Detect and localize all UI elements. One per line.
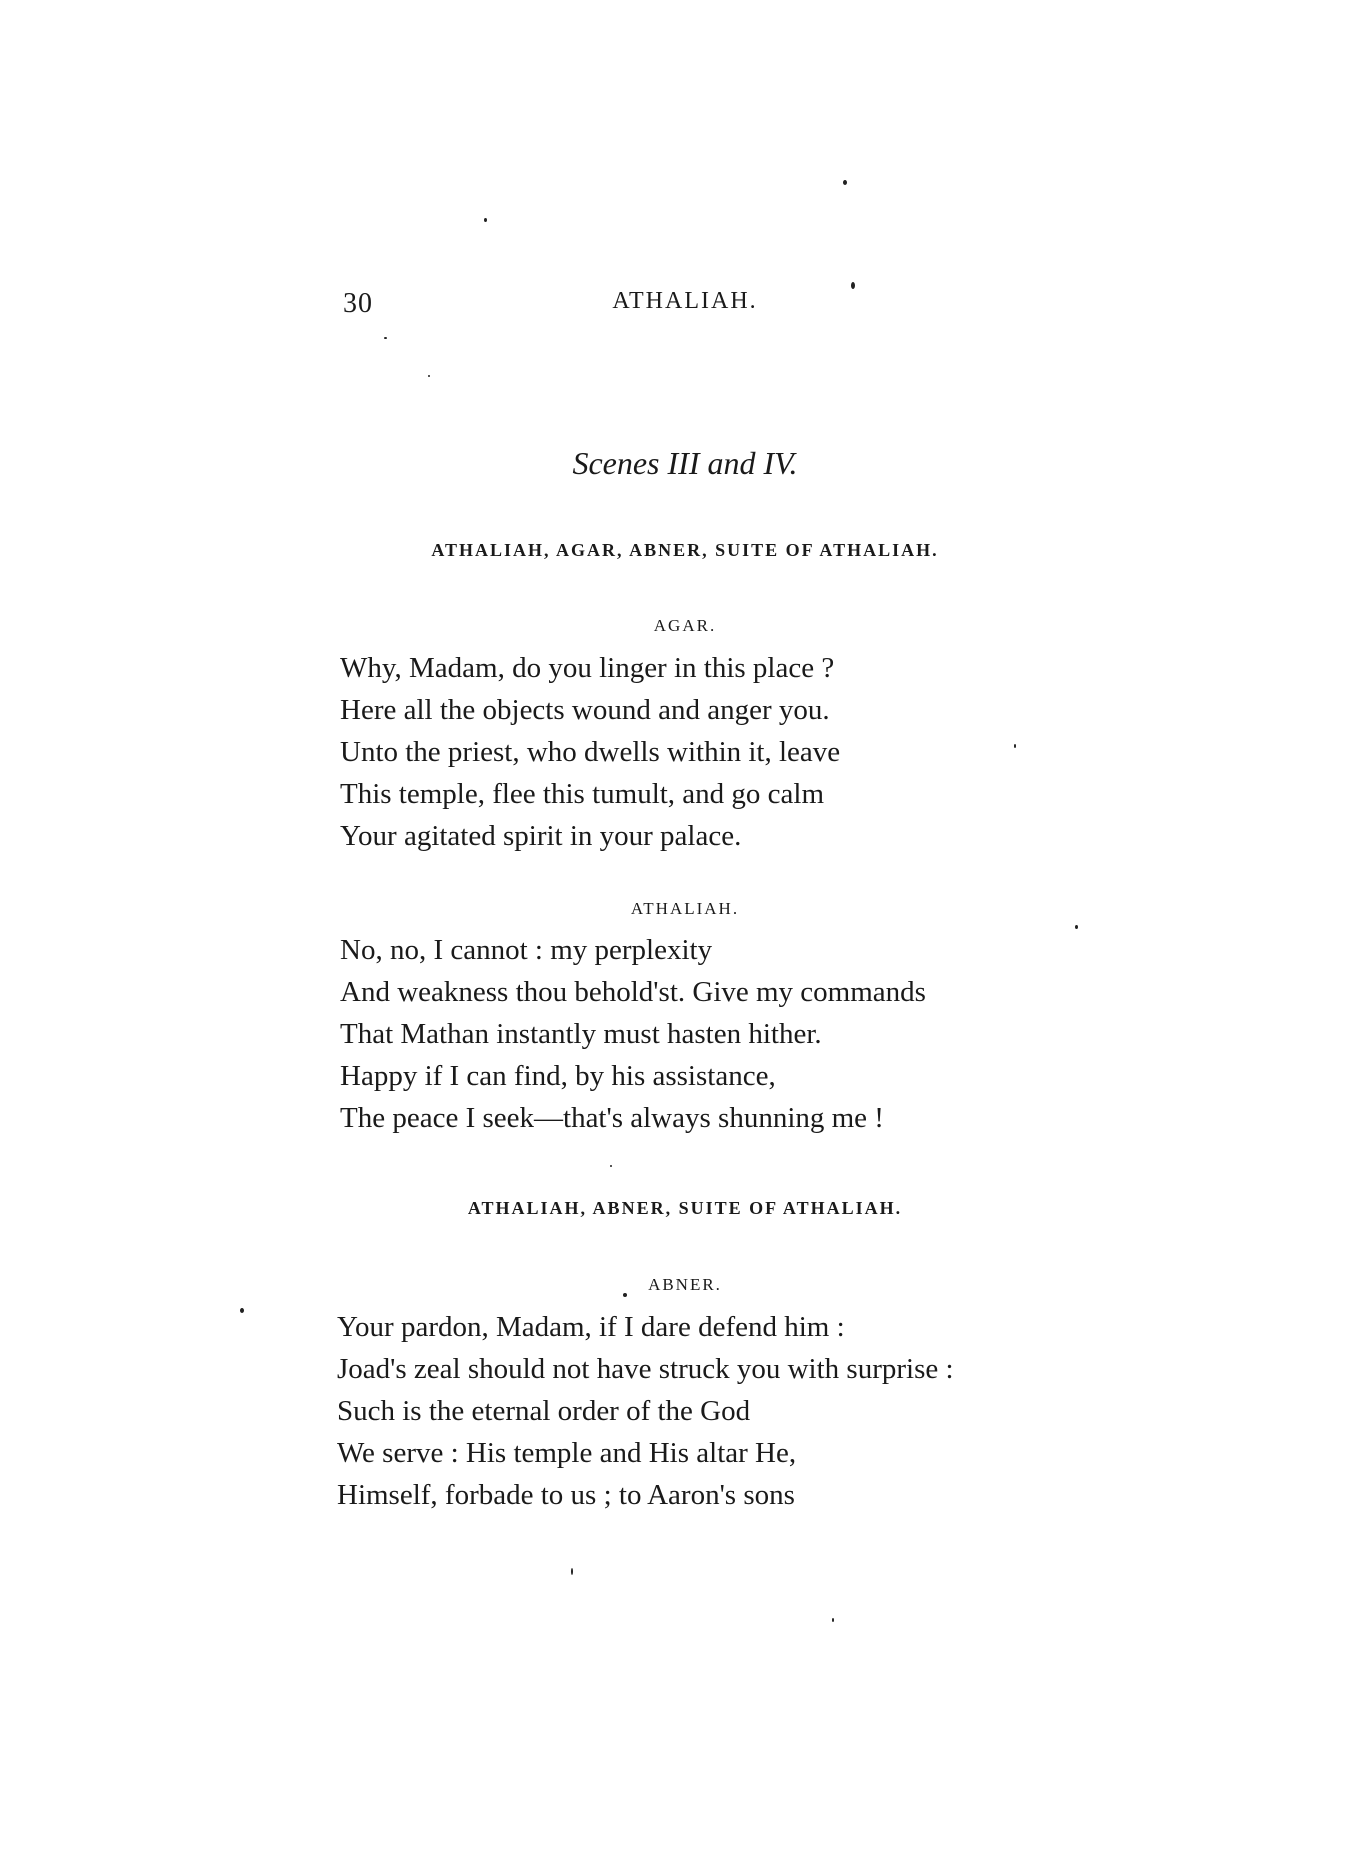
verse-line: The peace I seek—that's always shunning me ! [340, 1102, 884, 1134]
scan-speck [240, 1308, 244, 1313]
scan-speck [1014, 744, 1016, 748]
page-number: 30 [343, 288, 373, 319]
verse-line: Happy if I can find, by his assistance, [340, 1060, 776, 1092]
cast-list-1: ATHALIAH, AGAR, ABNER, SUITE OF ATHALIAH. [431, 540, 939, 560]
cast-list-2: ATHALIAH, ABNER, SUITE OF ATHALIAH. [467, 1198, 903, 1218]
scan-speck [1075, 925, 1078, 929]
verse-line: Himself, forbade to us ; to Aaron's sons [337, 1479, 795, 1511]
verse-line: Here all the objects wound and anger you. [340, 694, 830, 726]
scan-speck [851, 282, 855, 289]
verse-line: And weakness thou behold'st. Give my commands [340, 976, 926, 1008]
speech-abner [337, 1306, 954, 1516]
scan-speck [484, 218, 487, 222]
verse-line: Your pardon, Madam, if I dare defend him : [337, 1311, 845, 1343]
speaker-agar: AGAR. [653, 616, 717, 635]
verse-line: Joad's zeal should not have struck you with surprise : [337, 1353, 954, 1385]
speech-agar [340, 647, 840, 857]
verse-line: We serve : His temple and His altar He, [337, 1437, 797, 1469]
speaker-athaliah: ATHALIAH. [630, 899, 740, 918]
verse-line: Unto the priest, who dwells within it, leave [340, 736, 841, 768]
scan-speck [843, 180, 847, 185]
scan-speck [428, 375, 430, 377]
scan-speck [571, 1568, 573, 1575]
scan-speck [623, 1293, 627, 1297]
scan-speck [384, 337, 387, 339]
verse-line: No, no, I cannot : my perplexity [340, 934, 713, 966]
scan-speck [832, 1618, 834, 1622]
speaker-abner: ABNER. [648, 1275, 722, 1294]
verse-line: This temple, flee this tumult, and go calm [340, 778, 825, 810]
verse-line: Your agitated spirit in your palace. [340, 820, 742, 852]
scan-speck [610, 1165, 612, 1167]
verse-line: That Mathan instantly must hasten hither. [340, 1018, 822, 1050]
speech-athaliah [340, 929, 926, 1139]
verse-line: Why, Madam, do you linger in this place ? [340, 652, 835, 684]
running-title: ATHALIAH. [612, 288, 758, 314]
verse-line: Such is the eternal order of the God [337, 1395, 751, 1427]
scene-title: Scenes III and IV. [572, 445, 798, 481]
